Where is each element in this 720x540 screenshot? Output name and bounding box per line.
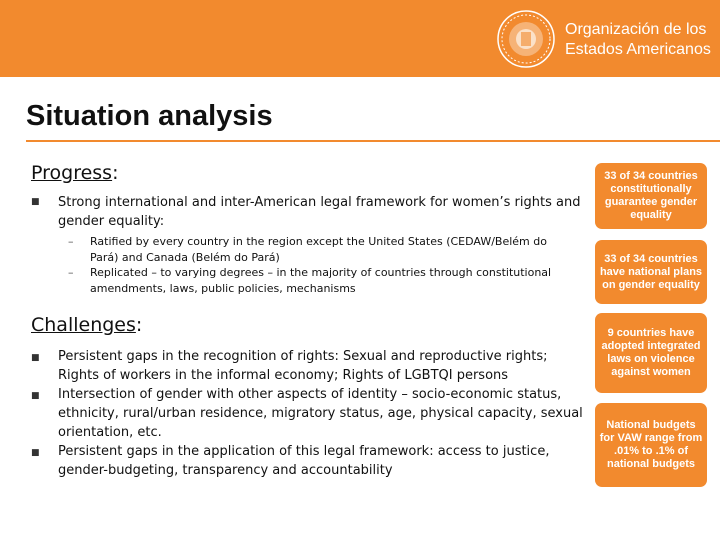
stat-badge-text: 33 of 34 countries constitutionally guarantee gender equality [604,170,698,221]
page-title: Situation analysis [26,100,273,132]
stat-badge [595,313,707,393]
bullet-square-icon: ■ [31,197,40,207]
bullet-square-icon: ■ [31,353,40,363]
challenges-heading-text: Challenges [31,314,136,336]
progress-heading [31,162,119,184]
header-bar [0,0,720,77]
progress-sub-bullet-2: Replicated – to varying degrees – in the majority of countries through constitutional amendments, laws, public policies, mechanisms [90,266,552,295]
dash-icon: – [68,235,74,248]
title-divider [26,140,720,142]
challenges-bullet-3: Persistent gaps in the application of this legal framework: access to justice, gender-budgeting, transparency and accountability [58,444,550,478]
challenges-bullet-2: Intersection of gender with other aspects of identity – socio-economic status, ethnicity, rural/urban residence, migratory status, age, physical capacity, sexual orientation, etc. [58,387,583,440]
progress-heading-text: Progress [31,162,113,184]
challenges-heading-colon: : [135,314,143,336]
stat-badge-text: National budgets for VAW range from .01% to .1% of national budgets [599,419,703,470]
stat-badge [595,403,707,487]
stat-badge [595,240,707,304]
progress-sub-bullet-1: Ratified by every country in the region except the United States (CEDAW/Belém do Pará) and Canada (Belém do Pará) [90,235,547,264]
oas-seal-icon [497,10,555,68]
bullet-square-icon: ■ [31,448,40,458]
dash-icon: – [68,266,74,279]
challenges-bullet-1: Persistent gaps in the recognition of rights: Sexual and reproductive rights; Rights of workers in the informal economy; Rights of LGBTQI persons [58,349,548,383]
stat-badge [595,163,707,229]
challenges-heading [31,314,142,336]
org-name-line2: Estados Americanos [565,41,711,58]
org-name [565,20,711,60]
org-name-line1: Organización de los [565,21,707,38]
bullet-square-icon: ■ [31,391,40,401]
stat-badge-text: 9 countries have adopted integrated laws on violence against women [601,327,701,378]
stat-badge-text: 33 of 34 countries have national plans on gender equality [599,252,703,291]
progress-bullet-1: Strong international and inter-American legal framework for women’s rights and gender equality: [58,195,581,229]
progress-heading-colon: : [112,162,119,184]
